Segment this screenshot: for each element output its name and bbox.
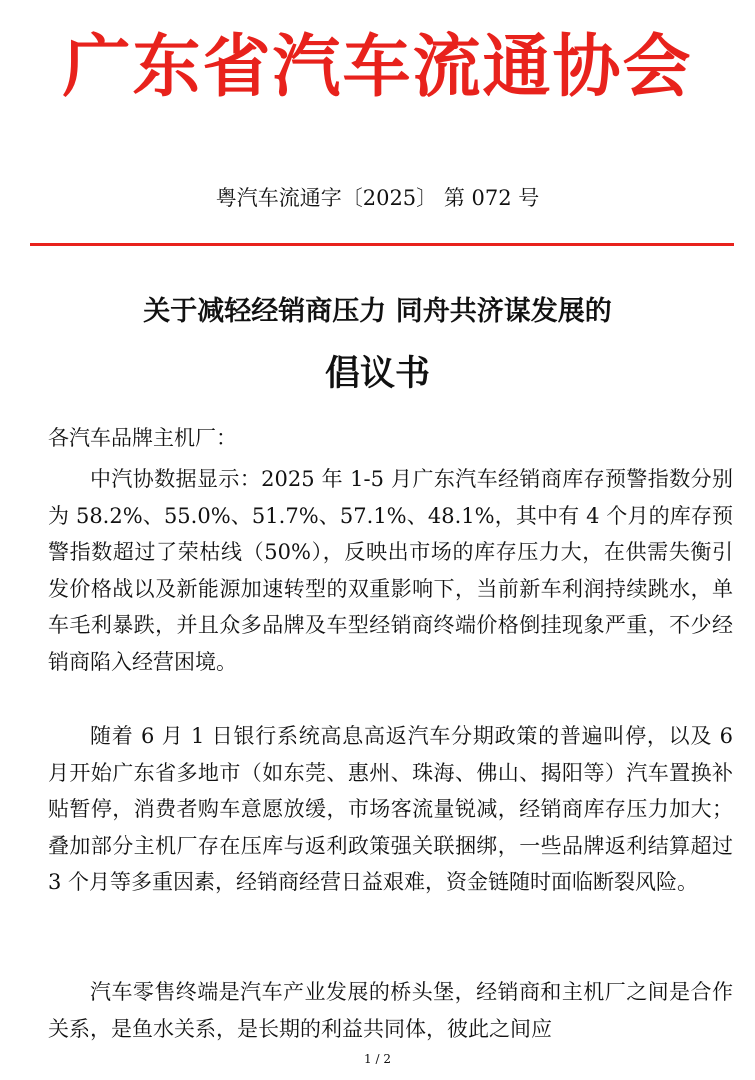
document-number: 粤汽车流通字〔2025〕 第 072 号 (215, 186, 540, 210)
body-paragraph-1: 中汽协数据显示：2025 年 1-5 月广东汽车经销商库存预警指数分别为 58.2%、55.0%、51.7%、57.1%、48.1%，其中有 4 个月的库存预警指数超过了荣枯线（50%），反映出市场的库存压力大，在供需失衡引发价格战以及新能源加速转型的双重影响下，当前新车利润持续跳水，单车毛利暴跌，并且众多品牌及车型经销商终端价格倒挂现象严重，不少经销商陷入经营困境。 (48, 467, 733, 674)
document-title-line2: 倡议书 (324, 353, 430, 394)
red-divider-line (30, 243, 734, 246)
body-paragraph-2: 随着 6 月 1 日银行系统高息高返汽车分期政策的普遍叫停，以及 6 月开始广东省多地市（如东莞、惠州、珠海、佛山、揭阳等）汽车置换补贴暂停，消费者购车意愿放缓，市场客流量锐减，经销商库存压力加大；叠加部分主机厂存在压库与返利政策强关联捆绑，一些品牌返利结算超过 3 个月等多重因素，经销商经营日益艰难，资金链随时面临断裂风险。 (48, 724, 733, 894)
page-number: 1 / 2 (364, 1052, 391, 1066)
salutation: 各汽车品牌主机厂： (48, 426, 237, 450)
body-paragraph-3: 汽车零售终端是汽车产业发展的桥头堡，经销商和主机厂之间是合作关系，是鱼水关系，是长期的利益共同体，彼此之间应 (48, 980, 733, 1041)
document-title-line1: 关于减轻经销商压力 同舟共济谋发展的 (143, 296, 612, 327)
organization-letterhead: 广东省汽车流通协会 (62, 27, 693, 107)
